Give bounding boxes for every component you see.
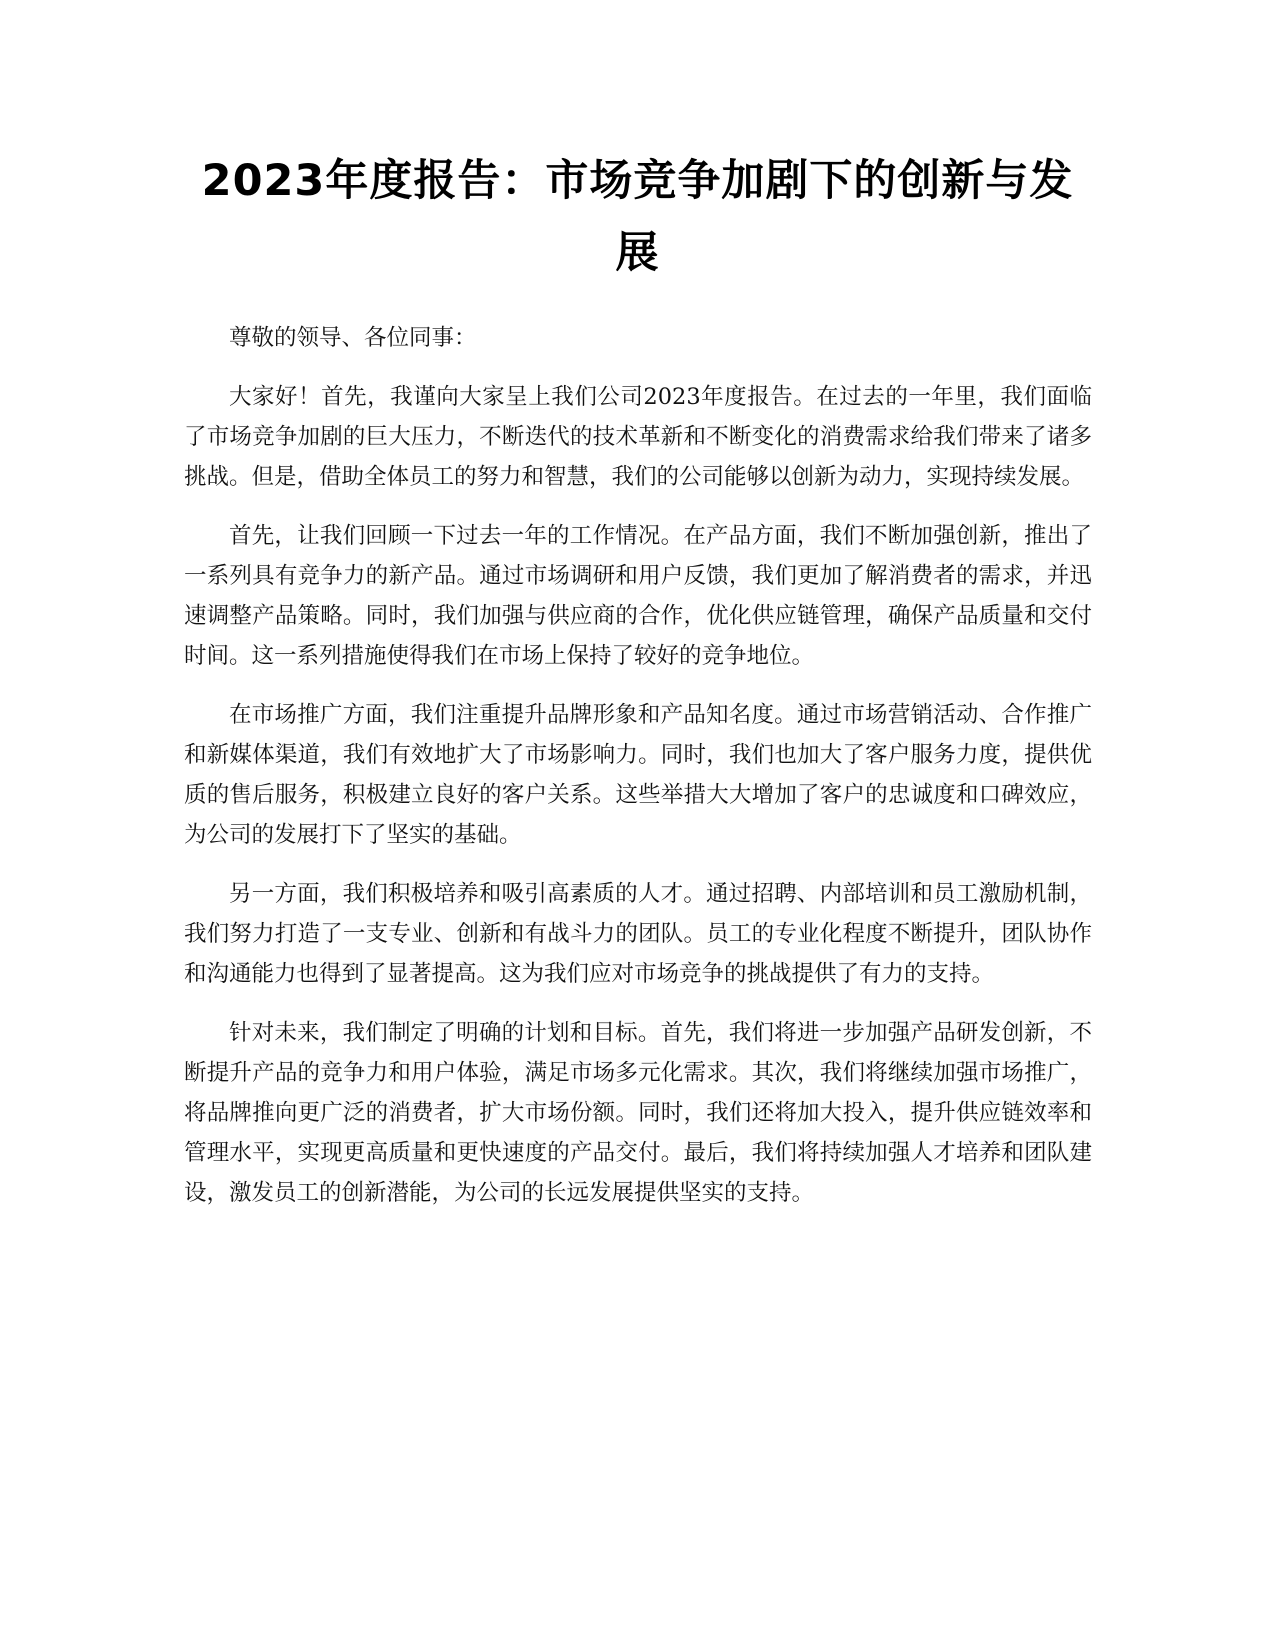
paragraph-review: 首先，让我们回顾一下过去一年的工作情况。在产品方面，我们不断加强创新，推出了一系列具有竞争力的新产品。通过市场调研和用户反馈，我们更加了解消费者的需求，并迅速调整产品策略。同时，我们加强与供应商的合作，优化供应链管理，确保产品质量和交付时间。这一系列措施使得我们在市场上保持了较好的竞争地位。 xyxy=(184,523,1092,669)
salutation: 尊敬的领导、各位同事： xyxy=(229,325,477,351)
paragraph-future: 针对未来，我们制定了明确的计划和目标。首先，我们将进一步加强产品研发创新，不断提升产品的竞争力和用户体验，满足市场多元化需求。其次，我们将继续加强市场推广，将品牌推向更广泛的消费者，扩大市场份额。同时，我们还将加大投入，提升供应链效率和管理水平，实现更高质量和更快速度的产品交付。最后，我们将持续加强人才培养和团队建设，激发员工的创新潜能，为公司的长远发展提供坚实的支持。 xyxy=(184,1020,1092,1206)
paragraph-talent: 另一方面，我们积极培养和吸引高素质的人才。通过招聘、内部培训和员工激励机制，我们努力打造了一支专业、创新和有战斗力的团队。员工的专业化程度不断提升，团队协作和沟通能力也得到了显著提高。这为我们应对市场竞争的挑战提供了有力的支持。 xyxy=(184,881,1092,987)
document-title: 2023年度报告：市场竞争加剧下的创新与发展 xyxy=(201,156,1074,278)
document-body xyxy=(184,318,1092,1232)
paragraph-marketing: 在市场推广方面，我们注重提升品牌形象和产品知名度。通过市场营销活动、合作推广和新媒体渠道，我们有效地扩大了市场影响力。同时，我们也加大了客户服务力度，提供优质的售后服务，积极建立良好的客户关系。这些举措大大增加了客户的忠诚度和口碑效应，为公司的发展打下了坚实的基础。 xyxy=(184,702,1092,848)
paragraph-intro: 大家好！首先，我谨向大家呈上我们公司2023年度报告。在过去的一年里，我们面临了市场竞争加剧的巨大压力，不断迭代的技术革新和不断变化的消费需求给我们带来了诸多挑战。但是，借助全体员工的努力和智慧，我们的公司能够以创新为动力，实现持续发展。 xyxy=(184,384,1092,490)
